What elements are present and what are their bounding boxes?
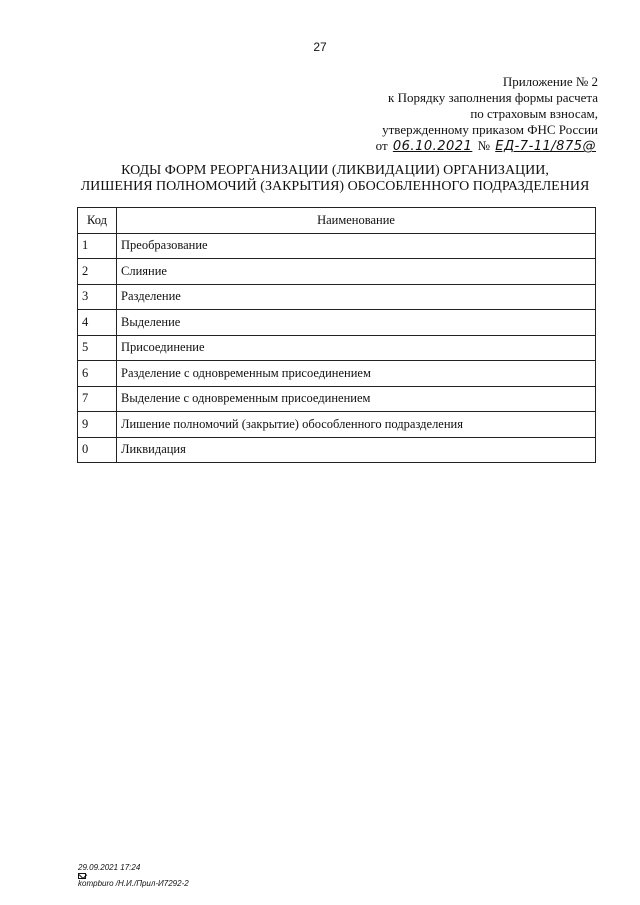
- handwritten-order-number: ЕД-7-11/875@: [495, 139, 596, 154]
- cell-code: 2: [78, 259, 117, 285]
- table-row: [78, 412, 596, 438]
- footer-timestamp: 29.09.2021 17:24: [78, 863, 141, 872]
- footer-meta-line: [78, 873, 189, 889]
- cell-code: 7: [78, 386, 117, 412]
- cell-code: 6: [78, 361, 117, 387]
- document-title-line: ЛИШЕНИЯ ПОЛНОМОЧИЙ (ЗАКРЫТИЯ) ОБОСОБЛЕННОГО ПОДРАЗДЕЛЕНИЯ: [80, 179, 590, 194]
- order-date-number-line: [298, 138, 598, 155]
- table-row: [78, 386, 596, 412]
- cell-name: Слияние: [117, 259, 596, 285]
- header-name: Наименование: [117, 208, 596, 234]
- table-row: [78, 259, 596, 285]
- document-title: [60, 163, 610, 195]
- cell-code: 9: [78, 412, 117, 438]
- cell-name: Лишение полномочий (закрытие) обособленного подразделения: [117, 412, 596, 438]
- cell-code: 1: [78, 233, 117, 259]
- cell-name: Ликвидация: [117, 437, 596, 463]
- footer-meta: kompburo /Н.И./Прил-И7292-2: [78, 879, 189, 888]
- table-row: [78, 310, 596, 336]
- footer-stamp: [78, 863, 189, 889]
- handwritten-date: 06.10.2021: [392, 139, 473, 154]
- cell-name: Присоединение: [117, 335, 596, 361]
- cell-name: Разделение: [117, 284, 596, 310]
- table-row: [78, 437, 596, 463]
- appendix-block: [298, 74, 598, 155]
- header-code: Код: [78, 208, 117, 234]
- cell-name: Выделение: [117, 310, 596, 336]
- appendix-reference-line: к Порядку заполнения формы расчета: [388, 90, 598, 105]
- number-prefix: №: [477, 138, 490, 153]
- table-row: [78, 335, 596, 361]
- cell-code: 4: [78, 310, 117, 336]
- table-header-row: [78, 208, 596, 234]
- cell-name: Выделение с одновременным присоединением: [117, 386, 596, 412]
- appendix-reference-line: по страховым взносам,: [470, 106, 598, 121]
- mail-icon: [78, 873, 86, 879]
- date-prefix: от: [375, 138, 388, 153]
- cell-code: 3: [78, 284, 117, 310]
- document-title-line: КОДЫ ФОРМ РЕОРГАНИЗАЦИИ (ЛИКВИДАЦИИ) ОРГАНИЗАЦИИ,: [121, 163, 549, 178]
- cell-code: 0: [78, 437, 117, 463]
- appendix-title: Приложение № 2: [502, 74, 598, 89]
- table-row: [78, 284, 596, 310]
- page-number: 27: [313, 40, 327, 54]
- cell-name: Преобразование: [117, 233, 596, 259]
- cell-name: Разделение с одновременным присоединением: [117, 361, 596, 387]
- table-row: [78, 361, 596, 387]
- table-row: [78, 233, 596, 259]
- cell-code: 5: [78, 335, 117, 361]
- appendix-reference-line: утвержденному приказом ФНС России: [382, 122, 598, 137]
- codes-table: [77, 207, 596, 463]
